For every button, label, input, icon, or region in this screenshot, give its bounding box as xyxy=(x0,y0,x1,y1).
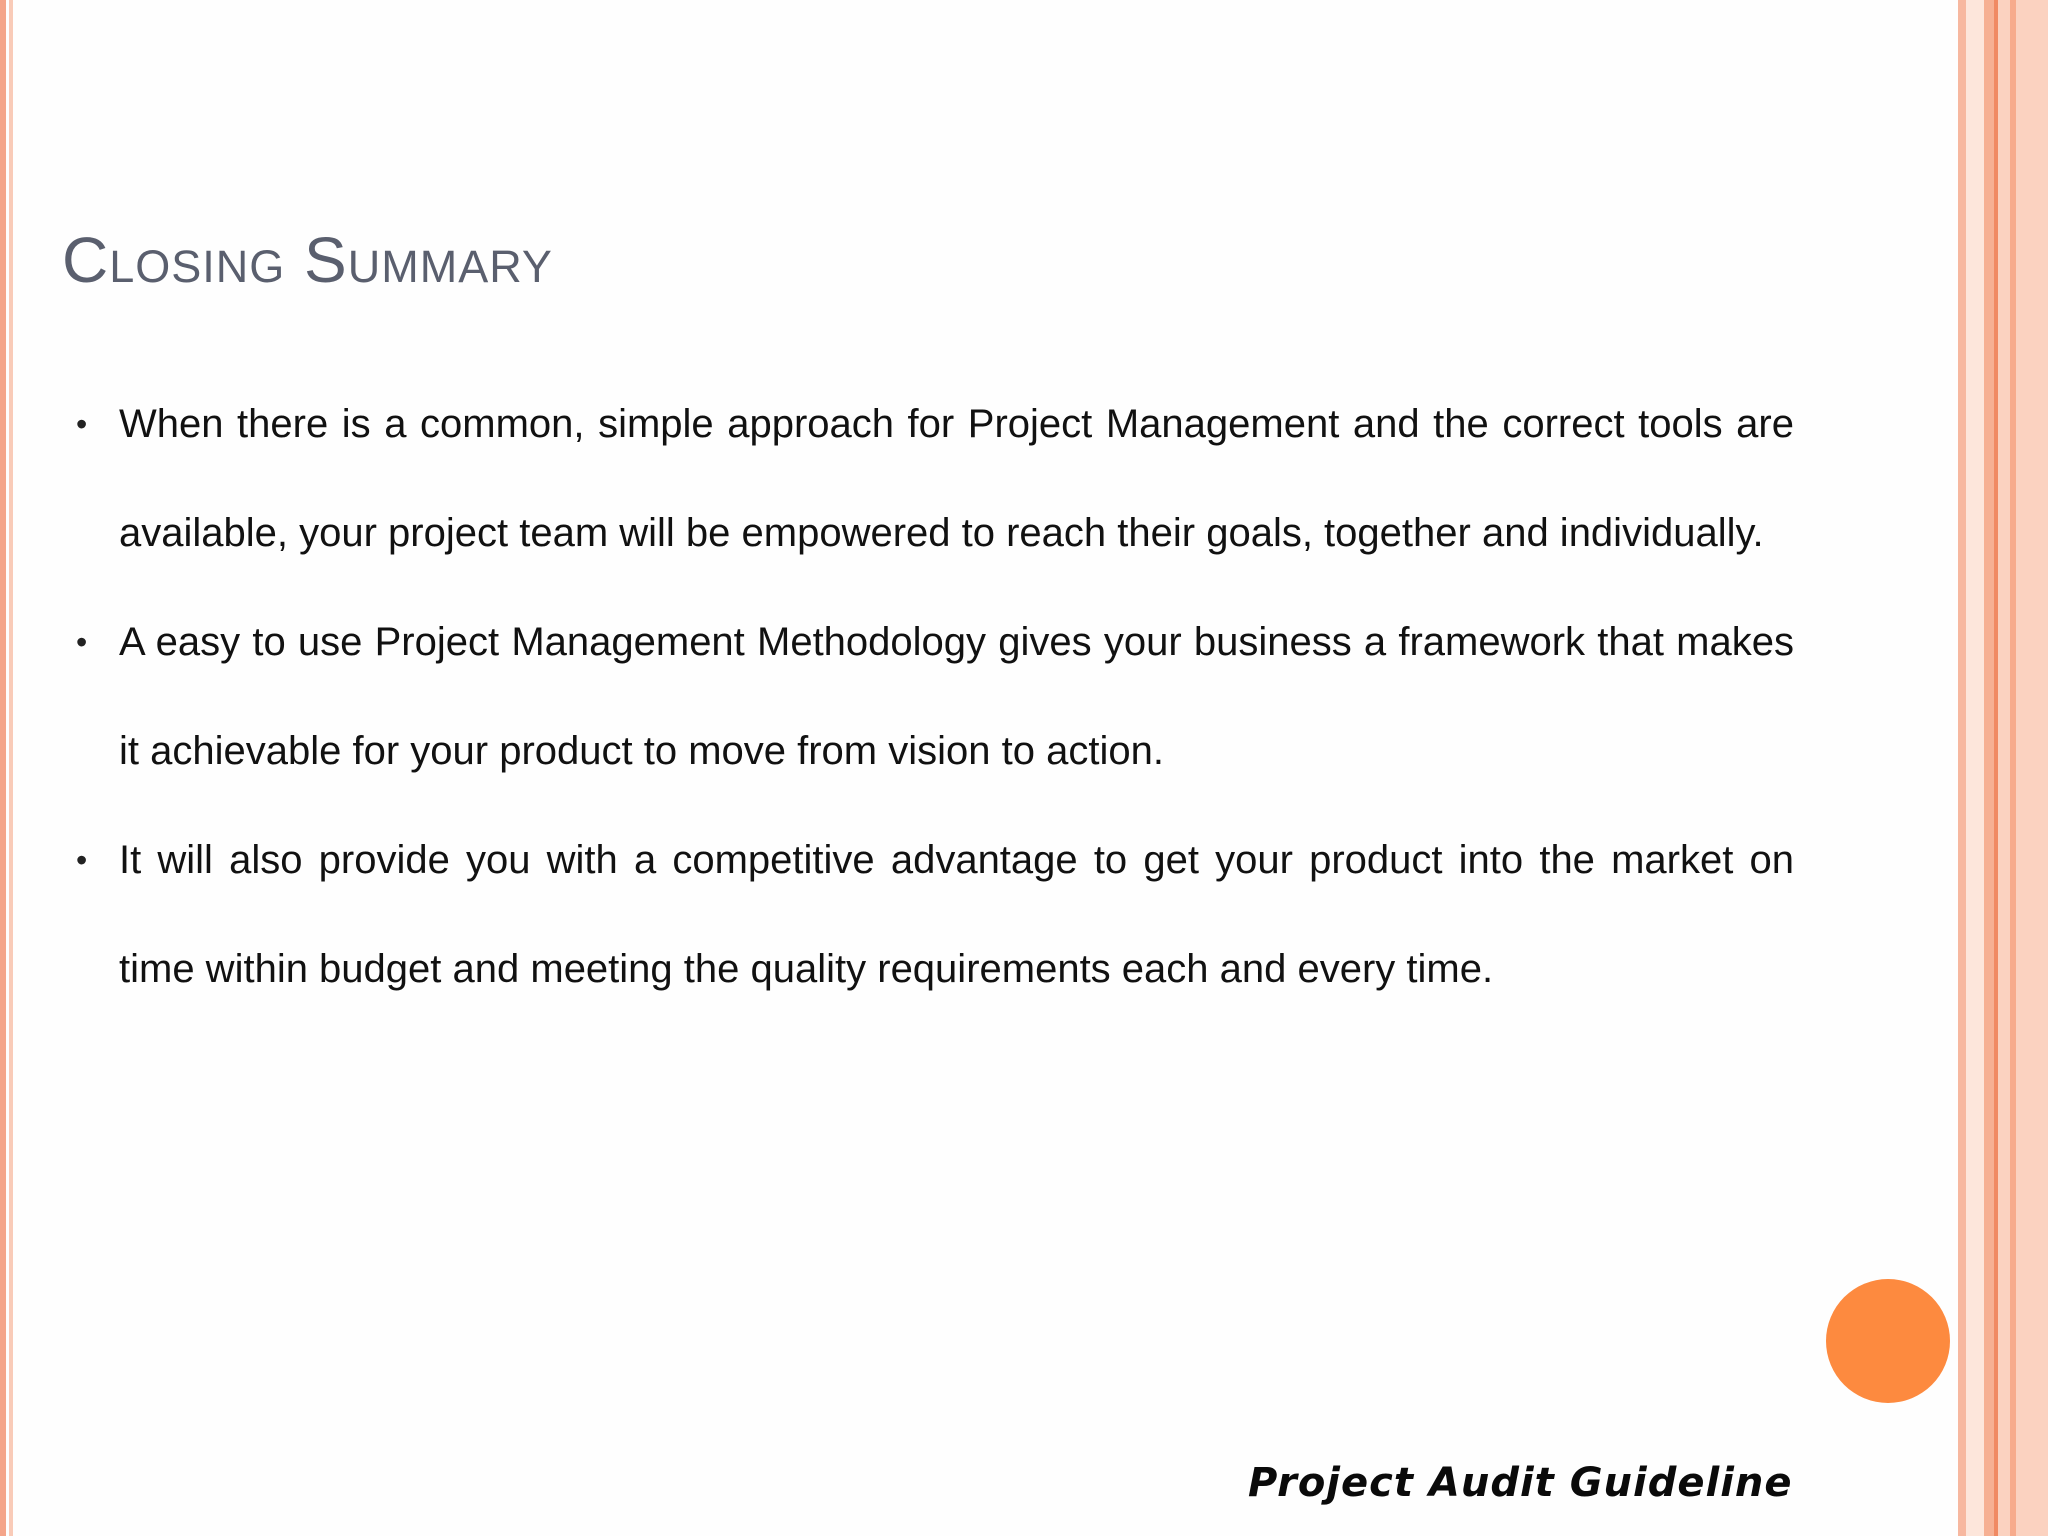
bullet-item xyxy=(74,370,1794,588)
bullet-list xyxy=(74,370,1794,1024)
bullet-text: When there is a common, simple approach for Project Management and the correct tools are available, your project team will be empowered to reach their goals, together and individually. xyxy=(119,402,1794,555)
footer-text: Project Audit Guideline xyxy=(1248,1460,1793,1506)
bullet-marker: • xyxy=(76,624,88,660)
left-border-stripe-inner xyxy=(9,0,13,1536)
right-border-stripe xyxy=(1958,0,1966,1536)
left-border-stripe xyxy=(0,0,6,1536)
bullet-item xyxy=(74,806,1794,1024)
right-border-stripe xyxy=(1984,0,1994,1536)
right-border-band xyxy=(1998,0,2048,1536)
right-border-stripe xyxy=(1966,0,1984,1536)
bullet-marker: • xyxy=(76,406,88,442)
decorative-circle xyxy=(1826,1279,1950,1403)
bullet-text: It will also provide you with a competitive advantage to get your product into the market on time within budget and meeting the quality requirements each and every time. xyxy=(119,838,1794,991)
slide-title: Closing Summary xyxy=(62,224,553,296)
bullet-item xyxy=(74,588,1794,806)
bullet-text: A easy to use Project Management Methodology gives your business a framework that makes it achievable for your product to move from vision to action. xyxy=(119,620,1794,773)
bullet-marker: • xyxy=(76,842,88,878)
right-border-stripe xyxy=(2010,0,2016,1536)
